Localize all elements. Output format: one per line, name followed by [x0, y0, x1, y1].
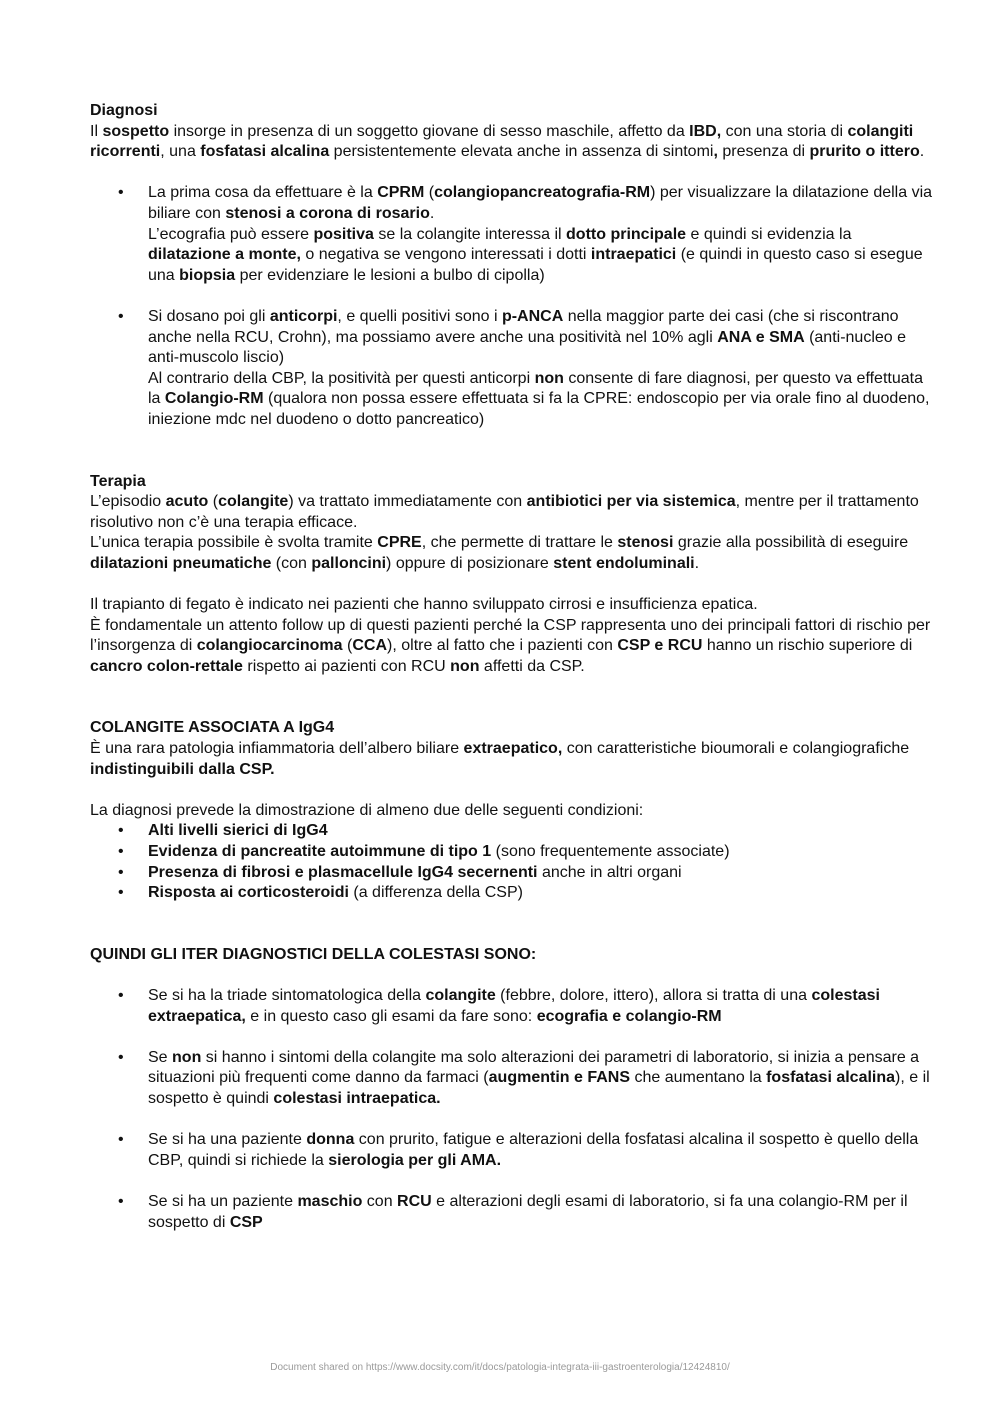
list-item: • Se si ha una paziente donna con prurito, fatigue e alterazioni della fosfatasi alcalina il sospetto è quello della CBP, quindi si richiede la sierologia per gli AMA.: [90, 1130, 935, 1171]
section-iter: [90, 945, 935, 1233]
iter-heading: QUINDI GLI ITER DIAGNOSTICI DELLA COLESTASI SONO:: [90, 945, 537, 963]
list-item: [90, 183, 935, 286]
diagnosi-b2-line2: Al contrario della CBP, la positività per questi anticorpi non consente di fare diagnosi, per questo va effettuata la Colangio-RM (qualora non possa essere effettuata si fa la CPRE: endoscopio per via orale fino al duodeno, iniezione mdc nel duodeno o dotto pancreatico): [148, 369, 930, 428]
igg4-criteria-list: [90, 821, 935, 903]
igg4-heading: COLANGITE ASSOCIATA A IgG4: [90, 719, 335, 737]
igg4-paragraph-2: La diagnosi prevede la dimostrazione di almeno due delle seguenti condizioni:: [90, 801, 644, 819]
diagnosi-b1-line1: • La prima cosa da effettuare è la CPRM (colangiopancreatografia-RM) per visualizzare la dilatazione della via biliare con stenosi a corona di rosario.: [148, 184, 933, 222]
terapia-heading: Terapia: [90, 472, 146, 490]
list-item: • Presenza di fibrosi e plasmacellule IgG4 secernenti anche in altri organi: [90, 863, 935, 884]
list-item: • Alti livelli sierici di IgG4: [90, 821, 935, 842]
iter-list: [90, 986, 935, 1233]
list-item: • Se non si hanno i sintomi della colangite ma solo alterazioni dei parametri di laboratorio, si inizia a pensare a situazioni più frequenti come danno da farmaci (augmentin e FANS che aumentano la fosfatasi alcalina), e il sospetto è quindi colestasi intraepatica.: [90, 1048, 935, 1110]
section-terapia: [90, 472, 935, 678]
list-item: [90, 307, 935, 431]
diagnosi-list: [90, 183, 935, 430]
diagnosi-b2-line1: • Si dosano poi gli anticorpi, e quelli positivi sono i p-ANCA nella maggior parte dei casi (che si riscontrano anche nella RCU, Crohn), ma possiamo avere anche una positività nel 10% agli ANA e SMA (anti-nucleo e anti-muscolo liscio): [148, 307, 907, 367]
footer-source: Document shared on https://www.docsity.com/it/docs/patologia-integrata-iii-gastroenterologia/12424810/: [270, 1362, 730, 1373]
diagnosi-heading: Diagnosi: [90, 102, 158, 119]
section-igg4: [90, 718, 935, 903]
section-diagnosi: [90, 101, 935, 431]
list-item: • Risposta ai corticosteroidi (a differenza della CSP): [90, 883, 935, 904]
igg4-paragraph-1: È una rara patologia infiammatoria dell’albero biliare extraepatico, con caratteristiche bioumorali e colangiografiche indistinguibili dalla CSP.: [90, 740, 910, 778]
diagnosi-intro: Il sospetto insorge in presenza di un soggetto giovane di sesso maschile, affetto da IBD, con una storia di colangiti ricorrenti, una fosfatasi alcalina persistentemente elevata anche in assenza di sintomi, presenza di prurito o ittero.: [90, 122, 925, 161]
terapia-paragraph-1: L’episodio acuto (colangite) va trattato immediatamente con antibiotici per via sistemica, mentre per il trattamento risolutivo non c’è una terapia efficace.: [90, 493, 919, 531]
diagnosi-b1-line2: L’ecografia può essere positiva se la colangite interessa il dotto principale e quindi si evidenzia la dilatazione a monte, o negativa se vengono interessati i dotti intraepatici (e quindi in questo caso si esegue una biopsia per evidenziare le lesioni a bulbo di cipolla): [148, 225, 923, 284]
document-page: [90, 101, 935, 1233]
list-item: • Evidenza di pancreatite autoimmune di tipo 1 (sono frequentemente associate): [90, 842, 935, 863]
terapia-paragraph-3: Il trapianto di fegato è indicato nei pazienti che hanno sviluppato cirrosi e insufficienza epatica.: [90, 596, 758, 614]
list-item: • Se si ha la triade sintomatologica della colangite (febbre, dolore, ittero), allora si tratta di una colestasi extraepatica, e in questo caso gli esami da fare sono: ecografia e colangio-RM: [90, 986, 935, 1027]
terapia-paragraph-2: L’unica terapia possibile è svolta tramite CPRE, che permette di trattare le stenosi grazie alla possibilità di eseguire dilatazioni pneumatiche (con palloncini) oppure di posizionare stent endoluminali.: [90, 534, 909, 572]
terapia-paragraph-4: È fondamentale un attento follow up di questi pazienti perché la CSP rappresenta uno dei principali fattori di rischio per l’insorgenza di colangiocarcinoma (CCA), oltre al fatto che i pazienti con CSP e RCU hanno un rischio superiore di cancro colon-rettale rispetto ai pazienti con RCU non affetti da CSP.: [90, 616, 931, 675]
list-item: • Se si ha un paziente maschio con RCU e alterazioni degli esami di laboratorio, si fa una colangio-RM per il sospetto di CSP: [90, 1192, 935, 1233]
